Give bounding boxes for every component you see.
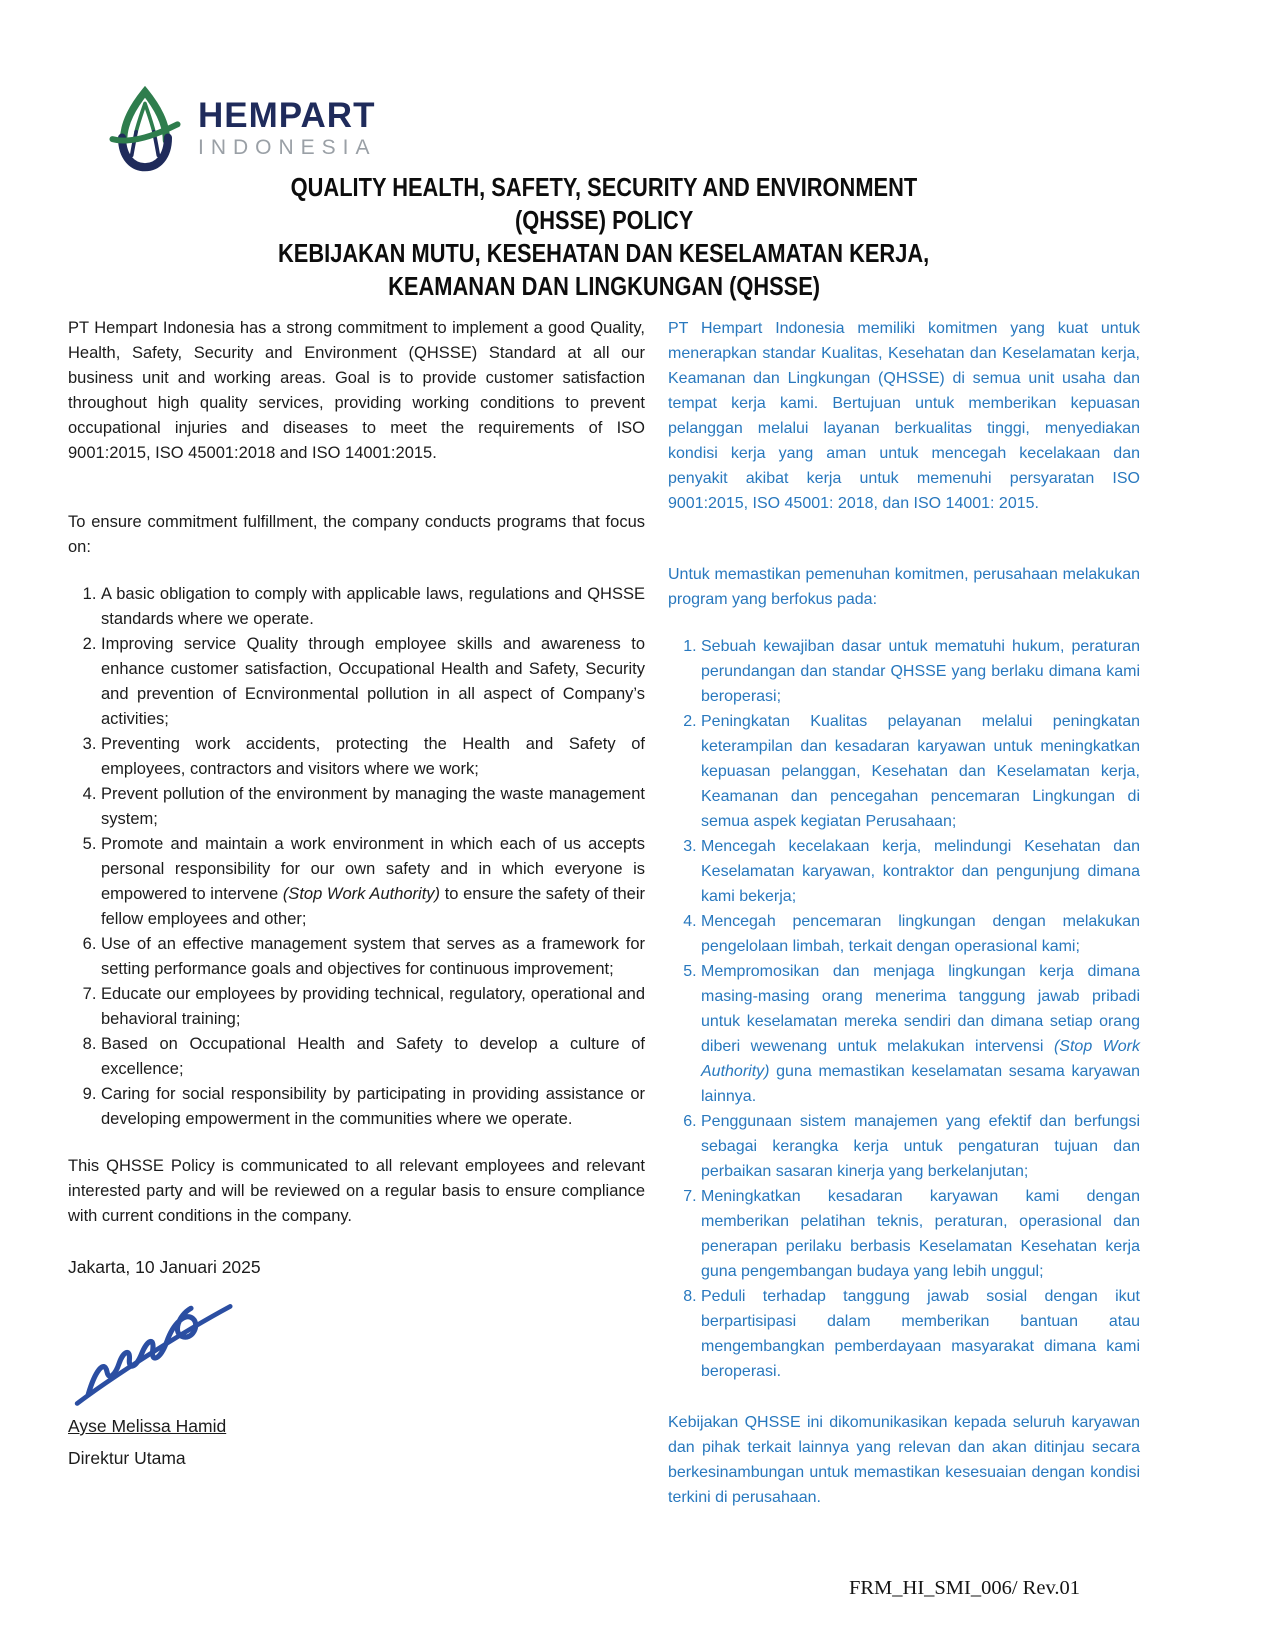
list-item <box>701 834 1140 909</box>
list-item <box>701 1184 1140 1284</box>
text-segment: Promote and maintain a work environment in which each of us accepts personal responsibility for our own safety and in which everyone is empowered to intervene <box>101 835 645 903</box>
text-segment: to ensure the safety of their fellow employees and other; <box>101 885 645 928</box>
text-segment: Sebuah kewajiban dasar untuk mematuhi hukum, peraturan perundangan dan standar QHSSE yang berlaku dimana kami beroperasi; <box>701 638 1140 705</box>
list-item <box>701 1284 1140 1384</box>
text-segment: Peduli terhadap tanggung jawab sosial dengan ikut berpartisipasi dalam memberikan bantuan atau mengembangkan pemberdayaan masyarakat dimana kami beroperasi. <box>701 1288 1140 1380</box>
italic-text-segment: (Stop Work Authority) <box>282 885 441 903</box>
english-closing-paragraph: This QHSSE Policy is communicated to all relevant employees and relevant interested party and will be reviewed on a regular basis to ensure compliance with current conditions in the company. <box>68 1157 645 1225</box>
text-segment: Peningkatan Kualitas pelayanan melalui peningkatan keterampilan dan kesadaran karyawan untuk meningkatkan kepuasan pelanggan, Kesehatan dan Keselamatan kerja, Keamanan dan pencegahan pencemaran Lingkungan di semua aspek kegiatan Perusahaan; <box>701 713 1140 830</box>
list-item <box>101 832 645 932</box>
company-logo <box>108 84 377 172</box>
indonesian-closing-paragraph: Kebijakan QHSSE ini dikomunikasikan kepada seluruh karyawan dan pihak terkait lainnya yang relevan dan akan ditinjau secara berkesinambungan untuk memastikan kesesuaian dengan kondisi terkini di perusahaan. <box>668 1414 1140 1506</box>
text-segment: Mencegah pencemaran lingkungan dengan melakukan pengelolaan limbah, terkait dengan operasional kami; <box>701 913 1140 955</box>
brand-wordmark <box>198 98 377 158</box>
text-segment: Penggunaan sistem manajemen yang efektif dan berfungsi sebagai kerangka kerja untuk pengaturan tujuan dan perbaikan sasaran kinerja yang berkelanjutan; <box>701 1113 1140 1180</box>
two-column-body <box>68 316 1140 1510</box>
list-item <box>701 634 1140 709</box>
text-segment: Prevent pollution of the environment by managing the waste management system; <box>101 785 645 828</box>
indonesian-policy-list <box>668 634 1140 1384</box>
signer-name: Ayse Melissa Hamid <box>68 1416 227 1436</box>
list-item <box>701 959 1140 1109</box>
text-segment: Meningkatkan kesadaran karyawan kami dengan memberikan pelatihan teknis, peraturan, operasional dan penerapan perilaku berbasis Keselamatan Kesehatan kerja guna pengembangan budaya yang lebih unggul; <box>701 1188 1140 1280</box>
list-item <box>101 582 645 632</box>
list-item <box>101 1082 645 1132</box>
list-item <box>101 932 645 982</box>
title-line-2: (QHSSE) POLICY <box>514 205 694 235</box>
list-item <box>101 782 645 832</box>
text-segment: Educate our employees by providing technical, regulatory, operational and behavioral training; <box>101 985 645 1028</box>
title-line-4: KEAMANAN DAN LINGKUNGAN (QHSSE) <box>388 271 820 301</box>
brand-subtitle: INDONESIA <box>198 136 377 159</box>
title-line-1: QUALITY HEALTH, SAFETY, SECURITY AND ENVIRONMENT <box>290 172 918 202</box>
list-item <box>701 1109 1140 1184</box>
english-policy-list <box>68 582 645 1132</box>
document-reference-footer: FRM_HI_SMI_006/ Rev.01 <box>848 1577 1080 1599</box>
text-segment: Improving service Quality through employee skills and awareness to enhance customer satisfaction, Occupational Health and Safety, Security and prevention of Ecnvironmental pollution in all aspect of Company’s activities; <box>101 635 645 728</box>
list-item <box>101 632 645 732</box>
text-segment: Mencegah kecelakaan kerja, melindungi Kesehatan dan Keselamatan karyawan, kontraktor dan pengunjung dimana kami bekerja; <box>701 838 1140 905</box>
list-item <box>101 982 645 1032</box>
indonesian-intro-paragraph: PT Hempart Indonesia memiliki komitmen yang kuat untuk menerapkan standar Kualitas, Kesehatan dan Keselamatan kerja, Keamanan dan Lingkungan (QHSSE) di semua unit usaha dan tempat kerja kami. Bertujuan untuk memberikan kepuasan pelanggan melalui layanan berkualitas tinggi, menyediakan kondisi kerja yang aman untuk mencegah kecelakaan dan penyakit akibat kerja untuk memenuhi persyaratan ISO 9001:2015, ISO 45001: 2018, dan ISO 14001: 2015. <box>668 320 1140 512</box>
brand-name: HEMPART <box>198 96 376 135</box>
indonesian-column <box>668 316 1140 1510</box>
text-segment: Use of an effective management system that serves as a framework for setting performance goals and objectives for continuous improvement; <box>101 935 645 978</box>
text-segment: Based on Occupational Health and Safety to develop a culture of excellence; <box>101 1035 645 1078</box>
text-segment: guna memastikan keselamatan sesama karyawan lainnya. <box>701 1063 1140 1105</box>
italic-text-segment: (Stop Work Authority) <box>701 1038 1141 1080</box>
signature-block <box>68 1284 645 1412</box>
list-item <box>101 1032 645 1082</box>
text-segment: Mempromosikan dan menjaga lingkungan kerja dimana masing-masing orang menerima tanggung jawab pribadi untuk keselamatan mereka sendiri dan dimana setiap orang diberi wewenang untuk melakukan intervensi <box>701 963 1140 1055</box>
indonesian-programs-lead: Untuk memastikan pemenuhan komitmen, perusahaan melakukan program yang berfokus pada: <box>668 566 1140 608</box>
list-item <box>701 709 1140 834</box>
document-title <box>68 171 1140 303</box>
english-column <box>68 316 645 1510</box>
hempart-drop-logo-icon <box>108 84 182 172</box>
handwritten-signature-icon <box>68 1284 258 1410</box>
date-place-line: Jakarta, 10 Januari 2025 <box>68 1257 261 1277</box>
english-intro-paragraph: PT Hempart Indonesia has a strong commitment to implement a good Quality, Health, Safety, Security and Environment (QHSSE) Standard at all our business unit and working areas. Goal is to provide customer satisfaction throughout high quality services, providing working conditions to prevent occupational injuries and diseases to meet the requirements of ISO 9001:2015, ISO 45001:2018 and ISO 14001:2015. <box>68 319 645 462</box>
title-line-3: KEBIJAKAN MUTU, KESEHATAN DAN KESELAMATAN KERJA, <box>278 238 930 268</box>
text-segment: A basic obligation to comply with applicable laws, regulations and QHSSE standards where we operate. <box>101 585 645 628</box>
list-item <box>101 732 645 782</box>
english-programs-lead: To ensure commitment fulfillment, the company conducts programs that focus on: <box>68 513 645 556</box>
list-item <box>701 909 1140 959</box>
text-segment: Preventing work accidents, protecting the Health and Safety of employees, contractors and visitors where we work; <box>101 735 645 778</box>
signer-title: Direktur Utama <box>68 1448 186 1468</box>
text-segment: Caring for social responsibility by participating in providing assistance or developing empowerment in the communities where we operate. <box>101 1085 645 1128</box>
